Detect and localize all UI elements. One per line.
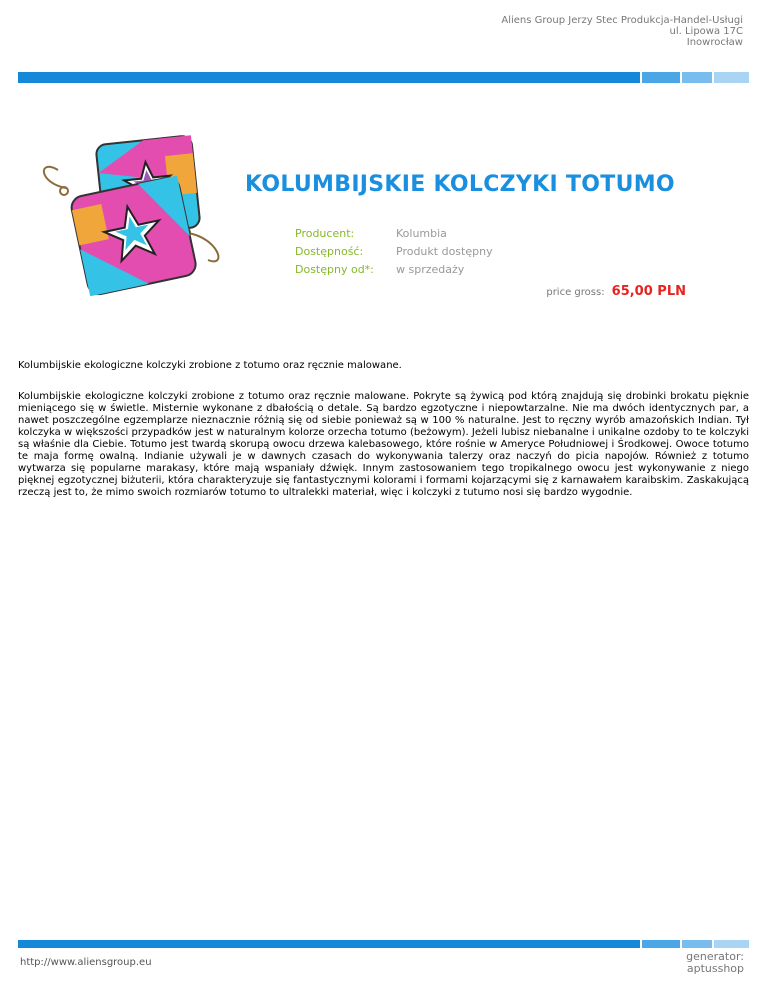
header-divider-bar <box>18 72 749 83</box>
price-label: price gross: <box>546 287 605 298</box>
generator-name: aptusshop <box>686 962 744 975</box>
attribute-value: Produkt dostępny <box>396 244 493 258</box>
attribute-label: Dostępny od*: <box>295 262 374 276</box>
footer-generator <box>686 951 744 975</box>
attribute-label: Producent: <box>295 226 355 240</box>
company-name: Aliens Group Jerzy Stec Produkcja-Handel-Usługi <box>501 15 743 26</box>
attribute-row-availability <box>295 242 493 260</box>
attribute-row-available-from <box>295 260 493 278</box>
long-description: Kolumbijskie ekologiczne kolczyki zrobione z totumo oraz ręcznie malowane. Pokryte są żywicą pod którą znajdują się drobinki brokatu pięknie mieniącego się w świetle. Misternie wykonane z dbałością o detale. Są bardzo egzotyczne i niepowtarzalne. Nie ma dwóch identycznych par, a nawet poszczególne egzemplarze nieznacznie różnią się od siebie ponieważ są w 100 % naturalne. Jest to ręczny wyrób amazońskich Indian. Tył kolczyka w większości przypadków jest w naturalnym kolorze orzecha totumo (beżowym). Jeżeli lubisz niebanalne i unikalne ozdoby to te kolczyki są właśnie dla Ciebie. Totumo jest twardą skorupą owocu drzewa kalebasowego, które rośnie w Ameryce Południowej i Środkowej. Owoce totumo te maja formę owalną. Indianie używali je w dawnych czasach do wykonywania talerzy oraz naczyń do picia napojów. Również z totumo wytwarza się popularne marakasy, które mają wspaniały dźwięk. Innym zastosowaniem tego tropikalnego owocu jest wykonywanie z niego pięknej egzotycznej biżuterii, która charakteryzuje się fantastycznymi kolorami i formami kojarzącymi się z karnawałem karaibskim. Zaskakującą rzeczą jest to, że mimo swoich rozmiarów totumo to ultralekki materiał, więc i kolczyki z tutumo nosi się bardzo wygodnie. <box>18 391 749 498</box>
price-value: 65,00 PLN <box>611 284 686 299</box>
footer-website-link[interactable]: http://www.aliensgroup.eu <box>20 957 152 968</box>
price-block <box>546 280 686 299</box>
earrings-image <box>18 128 240 298</box>
company-city: Inowrocław <box>686 37 743 48</box>
attribute-value: Kolumbia <box>396 226 447 240</box>
company-street: ul. Lipowa 17C <box>669 26 743 37</box>
footer-divider-bar <box>18 940 749 948</box>
attribute-label: Dostępność: <box>295 244 364 258</box>
company-address <box>501 15 743 48</box>
generator-label: generator: <box>686 950 744 963</box>
short-description: Kolumbijskie ekologiczne kolczyki zrobione z totumo oraz ręcznie malowane. <box>18 360 402 371</box>
attribute-row-producer <box>295 224 493 242</box>
product-attributes <box>295 224 493 278</box>
attribute-value: w sprzedaży <box>396 262 465 276</box>
product-title: KOLUMBIJSKIE KOLCZYKI TOTUMO <box>245 172 675 197</box>
product-image <box>18 128 240 298</box>
